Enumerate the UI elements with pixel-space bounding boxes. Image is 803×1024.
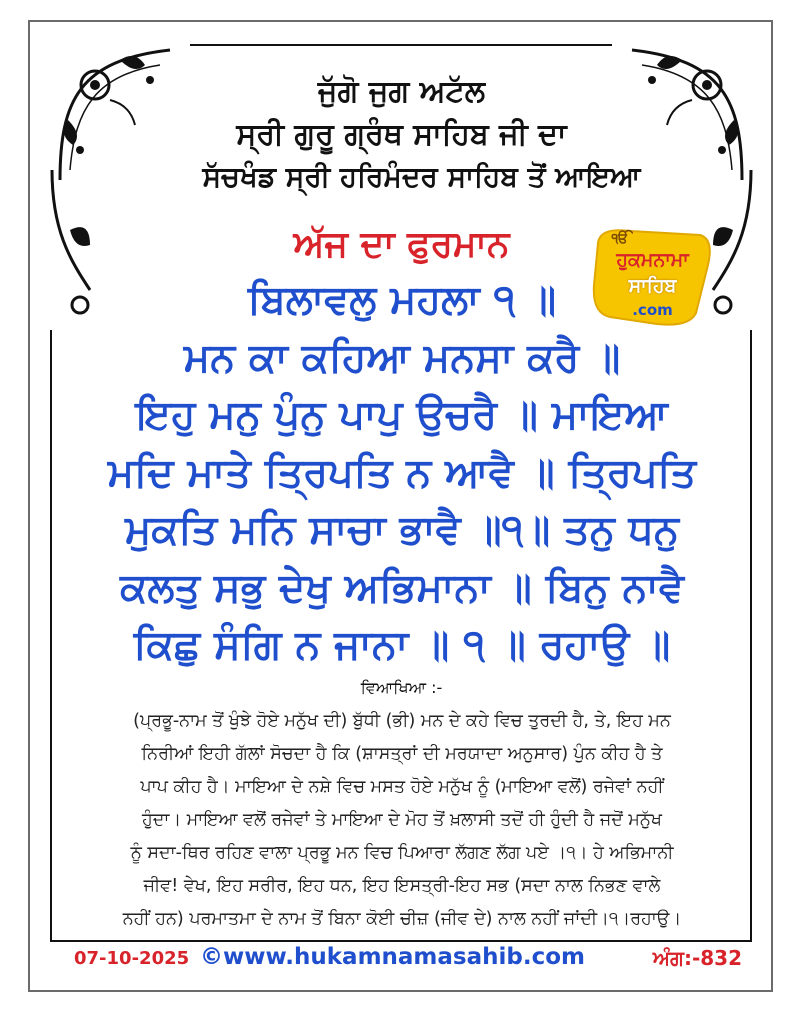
logo-line-1: ਹੁਕਮਨਾਮਾ — [616, 249, 689, 271]
explanation-text: (ਪ੍ਰਭੂ-ਨਾਮ ਤੋਂ ਖੁੰਝੇ ਹੋਏ ਮਨੁੱਖ ਦੀ) ਬੁੱਧੀ (ਭੀ) ਮਨ ਦੇ ਕਹੇ ਵਿਚ ਤੁਰਦੀ ਹੈ, ਤੇ, ਇਹ ਮਨ ਨਿਰੀਆਂ ਇਹੀ ਗੱਲਾਂ ਸੋਚਦਾ ਹੈ ਕਿ (ਸ਼ਾਸਤ੍ਰਾਂ ਦੀ ਮਰਯਾਦਾ ਅਨੁਸਾਰ) ਪੁੰਨ ਕੀਹ ਹੈ ਤੇ ਪਾਪ ਕੀਹ ਹੈ। ਮਾਇਆ ਦੇ ਨਸ਼ੇ ਵਿਚ ਮਸਤ ਹੋਏ ਮਨੁੱਖ ਨੂੰ (ਮਾਇਆ ਵਲੋਂ) ਰਜੇਵਾਂ ਨਹੀਂ ਹੁੰਦਾ। ਮਾਇਆ ਵਲੋਂ ਰਜੇਵਾਂ ਤੇ ਮਾਇਆ ਦੇ ਮੋਹ ਤੋਂ ਖ਼ਲਾਸੀ ਤਦੋਂ ਹੀ ਹੁੰਦੀ ਹੈ ਜਦੋਂ ਮਨੁੱਖ ਨੂੰ ਸਦਾ-ਥਿਰ ਰਹਿਣ ਵਾਲਾ ਪ੍ਰਭੂ ਮਨ ਵਿਚ ਪਿਆਰਾ ਲੱਗਣ ਲੱਗ ਪਏ ।੧। ਹੇ ਅਭਿਮਾਨੀ ਜੀਵ! ਵੇਖ, ਇਹ ਸਰੀਰ, ਇਹ ਧਨ, ਇਹ ਇਸਤ੍ਰੀ-ਇਹ ਸਭ (ਸਦਾ ਨਾਲ ਨਿਭਣ ਵਾਲੇ ਨਹੀਂ ਹਨ) ਪਰਮਾਤਮਾ ਦੇ ਨਾਮ ਤੋਂ ਬਿਨਾ ਕੋਈ ਚੀਜ਼ (ਜੀਵ ਦੇ) ਨਾਲ ਨਹੀਂ ਜਾਂਦੀ।੧।ਰਹਾਉ। — [122, 711, 682, 929]
header-line-2: ਸ੍ਰੀ ਗੁਰੂ ਗ੍ਰੰਥ ਸਾਹਿਬ ਜੀ ਦਾ — [236, 117, 567, 152]
footer-ang: ਅੰਗ:-832 — [652, 946, 742, 970]
logo-ik-onkar: ੴ — [611, 231, 629, 247]
header-line-3: ਸੱਚਖੰਡ ਸ੍ਰੀ ਹਰਿਮੰਦਰ ਸਾਹਿਬ ਤੋਂ ਆਇਆ — [202, 160, 641, 193]
today-title: ਅੱਜ ਦਾ ਫੁਰਮਾਨ — [293, 224, 510, 265]
footer — [52, 944, 752, 980]
explanation-heading: ਵਿਆਖਿਆ :- — [360, 678, 443, 697]
footer-website-link[interactable]: ©www.hukamnamasahib.com — [200, 944, 585, 970]
header-line-1: ਜੁੱਗੋ ਜੁਗ ਅਟੱਲ — [317, 74, 486, 109]
footer-date: 07-10-2025 — [74, 948, 190, 969]
logo-line-3: .com — [632, 301, 673, 319]
top-border-line — [190, 44, 612, 46]
logo-line-2: ਸਾਹਿਬ — [628, 275, 677, 297]
bottom-border-line — [50, 940, 752, 942]
gurbani-text: ਬਿਲਾਵਲੁ ਮਹਲਾ ੧ ॥ ਮਨ ਕਾ ਕਹਿਆ ਮਨਸਾ ਕਰੈ ॥ ਇਹੁ ਮਨੁ ਪੁੰਨੁ ਪਾਪੁ ਉਚਰੈ ॥ ਮਾਇਆ ਮਦਿ ਮਾਤੇ ਤ੍ਰਿਪਤਿ ਨ ਆਵੈ ॥ ਤ੍ਰਿਪਤਿ ਮੁਕਤਿ ਮਨਿ ਸਾਚਾ ਭਾਵੈ ॥੧॥ ਤਨੁ ਧਨੁ ਕਲਤੁ ਸਭੁ ਦੇਖੁ ਅਭਿਮਾਨਾ ॥ ਬਿਨੁ ਨਾਵੈ ਕਿਛੁ ਸੰਗਿ ਨ ਜਾਨਾ ॥ ੧ ॥ ਰਹਾਉ ॥ — [107, 277, 697, 668]
